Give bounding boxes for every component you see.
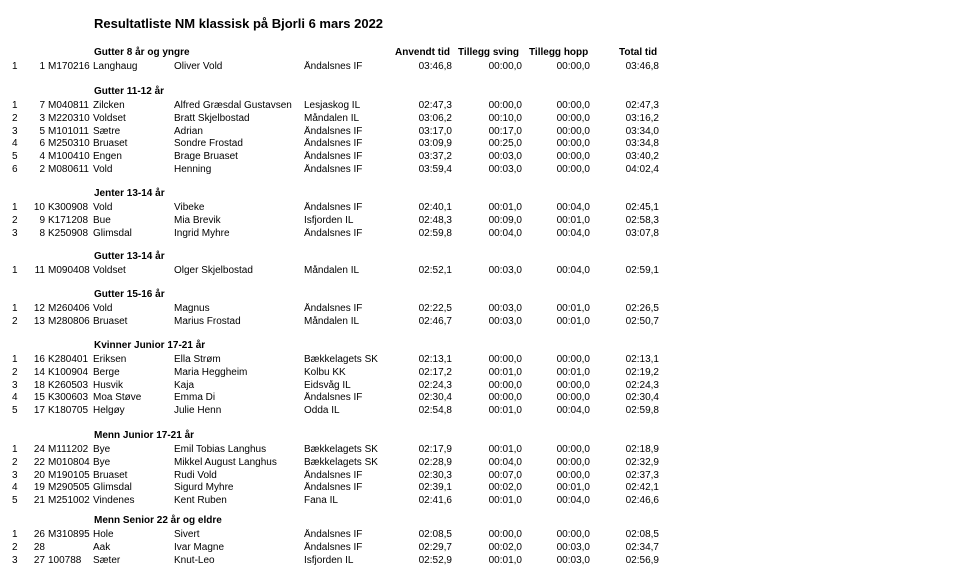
table-row xyxy=(0,354,960,367)
cell-anvendt-tid: 02:39,1 xyxy=(418,482,452,494)
cell-last-name: Vold xyxy=(93,303,113,314)
cell-tillegg-hopp: 00:00,0 xyxy=(556,100,590,111)
cell-place: 5 xyxy=(12,151,18,163)
cell-anvendt-tid: 03:46,8 xyxy=(418,61,452,72)
cell-first-name: Marius Frostad xyxy=(174,315,241,327)
cell-last-name: Glimsdal xyxy=(93,482,132,494)
cell-tillegg-hopp: 00:00,0 xyxy=(556,469,590,481)
cell-club: Isfjorden IL xyxy=(304,554,354,566)
cell-place: 2 xyxy=(12,456,18,468)
cell-id: K180705 xyxy=(48,405,89,417)
cell-place: 1 xyxy=(12,100,18,111)
cell-last-name: Bruaset xyxy=(93,469,128,481)
table-row xyxy=(0,126,960,139)
cell-total-tid: 02:32,9 xyxy=(625,456,659,468)
header-anvendt-tid: Anvendt tid xyxy=(395,47,450,58)
cell-tillegg-hopp: 00:00,0 xyxy=(556,456,590,468)
cell-club: Måndalen IL xyxy=(304,265,360,276)
cell-first-name: Henning xyxy=(174,164,212,175)
cell-club: Isfjorden IL xyxy=(304,214,354,226)
table-row xyxy=(0,100,960,113)
cell-club: Lesjaskog IL xyxy=(304,100,361,111)
cell-anvendt-tid: 03:37,2 xyxy=(418,151,452,163)
cell-club: Åndalsnes IF xyxy=(304,202,363,213)
cell-anvendt-tid: 02:13,1 xyxy=(418,354,452,365)
cell-club: Åndalsnes IF xyxy=(304,138,363,150)
cell-total-tid: 02:34,7 xyxy=(625,541,659,553)
page-title: Resultatliste NM klassisk på Bjorli 6 mars 2022 xyxy=(94,16,384,31)
cell-start-number: 24 xyxy=(33,444,45,455)
cell-tillegg-hopp: 00:04,0 xyxy=(556,227,590,239)
cell-anvendt-tid: 02:17,9 xyxy=(418,444,452,455)
cell-anvendt-tid: 03:09,9 xyxy=(418,138,452,150)
table-row xyxy=(0,482,960,495)
cell-anvendt-tid: 02:48,3 xyxy=(418,214,452,226)
cell-start-number: 7 xyxy=(39,100,45,111)
cell-place: 6 xyxy=(12,164,18,175)
table-row xyxy=(0,265,960,278)
cell-start-number: 20 xyxy=(33,469,45,481)
cell-anvendt-tid: 03:06,2 xyxy=(418,112,452,124)
cell-first-name: Vibeke xyxy=(174,202,205,213)
cell-total-tid: 02:59,8 xyxy=(625,405,659,417)
cell-tillegg-hopp: 00:00,0 xyxy=(556,444,590,455)
cell-tillegg-sving: 00:01,0 xyxy=(488,554,522,566)
cell-id: K260503 xyxy=(48,379,89,391)
cell-total-tid: 02:42,1 xyxy=(625,482,659,494)
table-row xyxy=(0,444,960,457)
cell-tillegg-sving: 00:03,0 xyxy=(488,265,522,276)
cell-id: M040811 xyxy=(48,100,89,111)
cell-tillegg-hopp: 00:01,0 xyxy=(556,214,590,226)
cell-tillegg-sving: 00:02,0 xyxy=(488,482,522,494)
cell-club: Åndalsnes IF xyxy=(304,151,363,163)
cell-place: 1 xyxy=(12,61,18,72)
cell-start-number: 19 xyxy=(33,482,45,494)
cell-anvendt-tid: 02:54,8 xyxy=(418,405,452,417)
cell-id: K300908 xyxy=(48,202,89,213)
cell-total-tid: 04:02,4 xyxy=(625,164,659,175)
table-row xyxy=(0,367,960,380)
cell-start-number: 27 xyxy=(33,554,45,566)
cell-tillegg-sving: 00:01,0 xyxy=(488,366,522,378)
cell-total-tid: 03:46,8 xyxy=(625,61,659,72)
cell-id: M190105 xyxy=(48,469,90,481)
cell-anvendt-tid: 02:52,9 xyxy=(418,554,452,566)
cell-start-number: 5 xyxy=(39,125,45,137)
cell-tillegg-sving: 00:00,0 xyxy=(488,61,522,72)
cell-club: Måndalen IL xyxy=(304,315,360,327)
cell-last-name: Bue xyxy=(93,214,111,226)
cell-start-number: 13 xyxy=(33,315,45,327)
cell-total-tid: 02:59,1 xyxy=(625,265,659,276)
cell-start-number: 17 xyxy=(33,405,45,417)
cell-last-name: Langhaug xyxy=(93,61,138,72)
cell-tillegg-sving: 00:17,0 xyxy=(488,125,522,137)
cell-first-name: Rudi Vold xyxy=(174,469,217,481)
cell-place: 2 xyxy=(12,112,18,124)
cell-club: Bækkelagets SK xyxy=(304,456,378,468)
cell-anvendt-tid: 02:52,1 xyxy=(418,265,452,276)
cell-tillegg-sving: 00:01,0 xyxy=(488,495,522,507)
cell-total-tid: 02:18,9 xyxy=(625,444,659,455)
cell-place: 1 xyxy=(12,444,18,455)
cell-id: M100410 xyxy=(48,151,90,163)
cell-anvendt-tid: 02:24,3 xyxy=(418,379,452,391)
cell-tillegg-sving: 00:01,0 xyxy=(488,202,522,213)
cell-last-name: Vindenes xyxy=(93,495,135,507)
cell-tillegg-hopp: 00:04,0 xyxy=(556,405,590,417)
cell-start-number: 10 xyxy=(33,202,45,213)
cell-tillegg-sving: 00:03,0 xyxy=(488,164,522,175)
cell-first-name: Olger Skjelbostad xyxy=(174,265,253,276)
cell-first-name: Oliver Vold xyxy=(174,61,223,72)
cell-start-number: 16 xyxy=(33,354,45,365)
cell-total-tid: 03:16,2 xyxy=(625,112,659,124)
cell-place: 2 xyxy=(12,315,18,327)
cell-id: M170216 xyxy=(48,61,90,72)
cell-place: 4 xyxy=(12,482,18,494)
cell-anvendt-tid: 02:41,6 xyxy=(418,495,452,507)
cell-place: 1 xyxy=(12,354,18,365)
cell-place: 1 xyxy=(12,202,18,213)
cell-id: M290505 xyxy=(48,482,90,494)
cell-tillegg-hopp: 00:01,0 xyxy=(556,482,590,494)
cell-id: 100788 xyxy=(48,554,82,566)
cell-tillegg-hopp: 00:01,0 xyxy=(556,366,590,378)
cell-tillegg-hopp: 00:00,0 xyxy=(556,354,590,365)
cell-tillegg-hopp: 00:03,0 xyxy=(556,541,590,553)
cell-anvendt-tid: 03:17,0 xyxy=(418,125,452,137)
cell-tillegg-hopp: 00:04,0 xyxy=(556,265,590,276)
cell-club: Eidsvåg IL xyxy=(304,379,351,391)
table-row xyxy=(0,529,960,542)
cell-total-tid: 02:13,1 xyxy=(625,354,659,365)
cell-id: K100904 xyxy=(48,366,89,378)
cell-place: 3 xyxy=(12,125,18,137)
cell-first-name: Kent Ruben xyxy=(174,495,227,507)
cell-first-name: Kaja xyxy=(174,379,195,391)
cell-club: Odda IL xyxy=(304,405,340,417)
table-row xyxy=(0,113,960,126)
cell-total-tid: 02:46,6 xyxy=(625,495,659,507)
cell-first-name: Mikkel August Langhus xyxy=(174,456,277,468)
cell-last-name: Bruaset xyxy=(93,138,128,150)
cell-last-name: Bye xyxy=(93,456,111,468)
cell-tillegg-sving: 00:00,0 xyxy=(488,100,522,111)
cell-start-number: 18 xyxy=(33,379,45,391)
cell-club: Måndalen IL xyxy=(304,112,360,124)
table-row xyxy=(0,61,960,74)
cell-tillegg-sving: 00:25,0 xyxy=(488,138,522,150)
cell-first-name: Emil Tobias Langhus xyxy=(174,444,267,455)
cell-id: M220310 xyxy=(48,112,90,124)
cell-anvendt-tid: 03:59,4 xyxy=(418,164,452,175)
cell-total-tid: 02:30,4 xyxy=(625,392,659,404)
table-row xyxy=(0,380,960,393)
cell-total-tid: 02:56,9 xyxy=(625,554,659,566)
cell-tillegg-sving: 00:01,0 xyxy=(488,405,522,417)
table-row xyxy=(0,457,960,470)
cell-last-name: Hole xyxy=(93,529,114,540)
cell-start-number: 26 xyxy=(33,529,45,540)
cell-club: Åndalsnes IF xyxy=(304,541,363,553)
cell-last-name: Bruaset xyxy=(93,315,128,327)
cell-club: Åndalsnes IF xyxy=(304,61,363,72)
cell-id: M101011 xyxy=(48,125,89,137)
cell-tillegg-hopp: 00:00,0 xyxy=(556,151,590,163)
category-heading: Menn Senior 22 år og eldre xyxy=(94,515,222,526)
cell-total-tid: 02:19,2 xyxy=(625,366,659,378)
cell-club: Kolbu KK xyxy=(304,366,346,378)
cell-tillegg-hopp: 00:03,0 xyxy=(556,554,590,566)
cell-last-name: Vold xyxy=(93,202,113,213)
cell-tillegg-hopp: 00:00,0 xyxy=(556,138,590,150)
cell-first-name: Sondre Frostad xyxy=(174,138,243,150)
cell-club: Bækkelagets SK xyxy=(304,354,378,365)
category-heading: Gutter 15-16 år xyxy=(94,289,165,300)
cell-club: Bækkelagets SK xyxy=(304,444,378,455)
header-tillegg-hopp: Tillegg hopp xyxy=(529,47,589,58)
cell-place: 4 xyxy=(12,392,18,404)
cell-total-tid: 02:58,3 xyxy=(625,214,659,226)
cell-id: M260406 xyxy=(48,303,90,314)
cell-tillegg-sving: 00:00,0 xyxy=(488,379,522,391)
cell-id: M080611 xyxy=(48,164,89,175)
table-row xyxy=(0,405,960,418)
cell-tillegg-sving: 00:01,0 xyxy=(488,444,522,455)
cell-first-name: Magnus xyxy=(174,303,210,314)
cell-first-name: Ella Strøm xyxy=(174,354,221,365)
header-total-tid: Total tid xyxy=(619,47,658,58)
cell-place: 3 xyxy=(12,554,18,566)
table-row xyxy=(0,138,960,151)
cell-club: Åndalsnes IF xyxy=(304,529,363,540)
cell-total-tid: 03:07,8 xyxy=(625,227,659,239)
cell-total-tid: 02:26,5 xyxy=(625,303,659,314)
category-heading: Gutter 13-14 år xyxy=(94,251,165,262)
cell-anvendt-tid: 02:22,5 xyxy=(418,303,452,314)
cell-start-number: 1 xyxy=(39,61,45,72)
cell-tillegg-sving: 00:00,0 xyxy=(488,529,522,540)
cell-tillegg-hopp: 00:04,0 xyxy=(556,495,590,507)
cell-tillegg-sving: 00:02,0 xyxy=(488,541,522,553)
cell-anvendt-tid: 02:29,7 xyxy=(418,541,452,553)
cell-club: Åndalsnes IF xyxy=(304,125,363,137)
cell-first-name: Alfred Græsdal Gustavsen xyxy=(174,100,292,111)
cell-last-name: Helgøy xyxy=(93,405,125,417)
cell-last-name: Bye xyxy=(93,444,111,455)
cell-total-tid: 03:34,8 xyxy=(625,138,659,150)
cell-id: M310895 xyxy=(48,529,90,540)
cell-club: Åndalsnes IF xyxy=(304,164,363,175)
header-tillegg-sving: Tillegg sving xyxy=(458,47,519,58)
table-row xyxy=(0,392,960,405)
cell-tillegg-hopp: 00:01,0 xyxy=(556,303,590,314)
cell-tillegg-hopp: 00:00,0 xyxy=(556,529,590,540)
table-row xyxy=(0,495,960,508)
cell-last-name: Voldset xyxy=(93,112,126,124)
cell-last-name: Voldset xyxy=(93,265,126,276)
cell-place: 3 xyxy=(12,469,18,481)
cell-last-name: Zilcken xyxy=(93,100,125,111)
cell-first-name: Sivert xyxy=(174,529,200,540)
cell-tillegg-sving: 00:10,0 xyxy=(488,112,522,124)
cell-last-name: Berge xyxy=(93,366,120,378)
cell-tillegg-hopp: 00:00,0 xyxy=(556,379,590,391)
cell-club: Åndalsnes IF xyxy=(304,469,363,481)
cell-place: 3 xyxy=(12,379,18,391)
table-row xyxy=(0,470,960,483)
cell-club: Åndalsnes IF xyxy=(304,482,363,494)
cell-start-number: 3 xyxy=(39,112,45,124)
cell-start-number: 28 xyxy=(33,541,45,553)
category-heading: Gutter 11-12 år xyxy=(94,86,165,97)
cell-last-name: Eriksen xyxy=(93,354,127,365)
cell-tillegg-sving: 00:07,0 xyxy=(488,469,522,481)
cell-place: 2 xyxy=(12,366,18,378)
cell-club: Åndalsnes IF xyxy=(304,303,363,314)
cell-total-tid: 02:50,7 xyxy=(625,315,659,327)
cell-first-name: Ingrid Myhre xyxy=(174,227,230,239)
cell-place: 5 xyxy=(12,405,18,417)
cell-last-name: Engen xyxy=(93,151,122,163)
category-heading: Menn Junior 17-21 år xyxy=(94,430,195,441)
cell-tillegg-sving: 00:03,0 xyxy=(488,151,522,163)
table-row xyxy=(0,555,960,568)
table-row xyxy=(0,164,960,177)
cell-start-number: 8 xyxy=(39,227,45,239)
cell-total-tid: 02:47,3 xyxy=(625,100,659,111)
cell-total-tid: 02:45,1 xyxy=(625,202,659,213)
cell-id: M111202 xyxy=(48,444,89,455)
cell-place: 1 xyxy=(12,265,18,276)
cell-tillegg-sving: 00:00,0 xyxy=(488,392,522,404)
category-heading: Gutter 8 år og yngre xyxy=(94,47,190,58)
cell-place: 4 xyxy=(12,138,18,150)
cell-place: 2 xyxy=(12,541,18,553)
cell-tillegg-sving: 00:03,0 xyxy=(488,303,522,314)
cell-first-name: Maria Heggheim xyxy=(174,366,248,378)
cell-tillegg-sving: 00:00,0 xyxy=(488,354,522,365)
cell-first-name: Bratt Skjelbostad xyxy=(174,112,250,124)
cell-id: M090408 xyxy=(48,265,90,276)
cell-first-name: Knut-Leo xyxy=(174,554,215,566)
cell-id: M250310 xyxy=(48,138,90,150)
cell-id: M280806 xyxy=(48,315,90,327)
cell-place: 5 xyxy=(12,495,18,507)
cell-last-name: Aak xyxy=(93,541,111,553)
cell-tillegg-hopp: 00:00,0 xyxy=(556,61,590,72)
cell-club: Åndalsnes IF xyxy=(304,227,363,239)
cell-tillegg-hopp: 00:04,0 xyxy=(556,202,590,213)
cell-last-name: Moa Støve xyxy=(93,392,142,404)
cell-total-tid: 02:37,3 xyxy=(625,469,659,481)
cell-total-tid: 02:08,5 xyxy=(625,529,659,540)
cell-place: 1 xyxy=(12,303,18,314)
cell-anvendt-tid: 02:17,2 xyxy=(418,366,452,378)
cell-id: K280401 xyxy=(48,354,89,365)
cell-tillegg-hopp: 00:00,0 xyxy=(556,112,590,124)
cell-first-name: Brage Bruaset xyxy=(174,151,238,163)
table-row xyxy=(0,542,960,555)
table-row xyxy=(0,215,960,228)
cell-total-tid: 03:40,2 xyxy=(625,151,659,163)
cell-tillegg-sving: 00:09,0 xyxy=(488,214,522,226)
table-row xyxy=(0,151,960,164)
cell-total-tid: 02:24,3 xyxy=(625,379,659,391)
cell-anvendt-tid: 02:40,1 xyxy=(418,202,452,213)
cell-last-name: Sætre xyxy=(93,125,121,137)
cell-start-number: 2 xyxy=(39,164,45,175)
cell-start-number: 6 xyxy=(39,138,45,150)
cell-id: K171208 xyxy=(48,214,89,226)
cell-tillegg-sving: 00:03,0 xyxy=(488,315,522,327)
cell-tillegg-hopp: 00:00,0 xyxy=(556,125,590,137)
cell-place: 3 xyxy=(12,227,18,239)
cell-first-name: Mia Brevik xyxy=(174,214,221,226)
cell-anvendt-tid: 02:59,8 xyxy=(418,227,452,239)
cell-start-number: 15 xyxy=(33,392,45,404)
cell-club: Åndalsnes IF xyxy=(304,392,363,404)
cell-start-number: 22 xyxy=(33,456,45,468)
cell-tillegg-sving: 00:04,0 xyxy=(488,227,522,239)
cell-start-number: 11 xyxy=(34,265,45,276)
cell-first-name: Ivar Magne xyxy=(174,541,225,553)
cell-id: M251002 xyxy=(48,495,90,507)
cell-first-name: Adrian xyxy=(174,125,203,137)
cell-tillegg-hopp: 00:01,0 xyxy=(556,315,590,327)
cell-anvendt-tid: 02:30,4 xyxy=(418,392,452,404)
cell-anvendt-tid: 02:47,3 xyxy=(418,100,452,111)
cell-last-name: Sæter xyxy=(93,554,121,566)
cell-tillegg-hopp: 00:00,0 xyxy=(556,164,590,175)
category-heading: Kvinner Junior 17-21 år xyxy=(94,340,206,351)
cell-first-name: Julie Henn xyxy=(174,405,222,417)
cell-club: Fana IL xyxy=(304,495,338,507)
cell-total-tid: 03:34,0 xyxy=(625,125,659,137)
cell-id: M010804 xyxy=(48,456,90,468)
cell-place: 1 xyxy=(12,529,18,540)
cell-place: 2 xyxy=(12,214,18,226)
cell-last-name: Vold xyxy=(93,164,113,175)
cell-start-number: 21 xyxy=(33,495,45,507)
cell-start-number: 4 xyxy=(39,151,45,163)
cell-first-name: Emma Di xyxy=(174,392,216,404)
cell-tillegg-hopp: 00:00,0 xyxy=(556,392,590,404)
cell-start-number: 9 xyxy=(39,214,45,226)
cell-anvendt-tid: 02:46,7 xyxy=(418,315,452,327)
cell-last-name: Husvik xyxy=(93,379,124,391)
cell-tillegg-sving: 00:04,0 xyxy=(488,456,522,468)
table-row xyxy=(0,228,960,241)
cell-id: K250908 xyxy=(48,227,89,239)
cell-anvendt-tid: 02:30,3 xyxy=(418,469,452,481)
table-row xyxy=(0,303,960,316)
cell-anvendt-tid: 02:28,9 xyxy=(418,456,452,468)
table-row xyxy=(0,202,960,215)
cell-first-name: Sigurd Myhre xyxy=(174,482,234,494)
cell-anvendt-tid: 02:08,5 xyxy=(418,529,452,540)
table-row xyxy=(0,316,960,329)
cell-start-number: 14 xyxy=(33,366,45,378)
cell-start-number: 12 xyxy=(33,303,45,314)
cell-id: K300603 xyxy=(48,392,89,404)
cell-last-name: Glimsdal xyxy=(93,227,132,239)
category-heading: Jenter 13-14 år xyxy=(94,188,165,199)
